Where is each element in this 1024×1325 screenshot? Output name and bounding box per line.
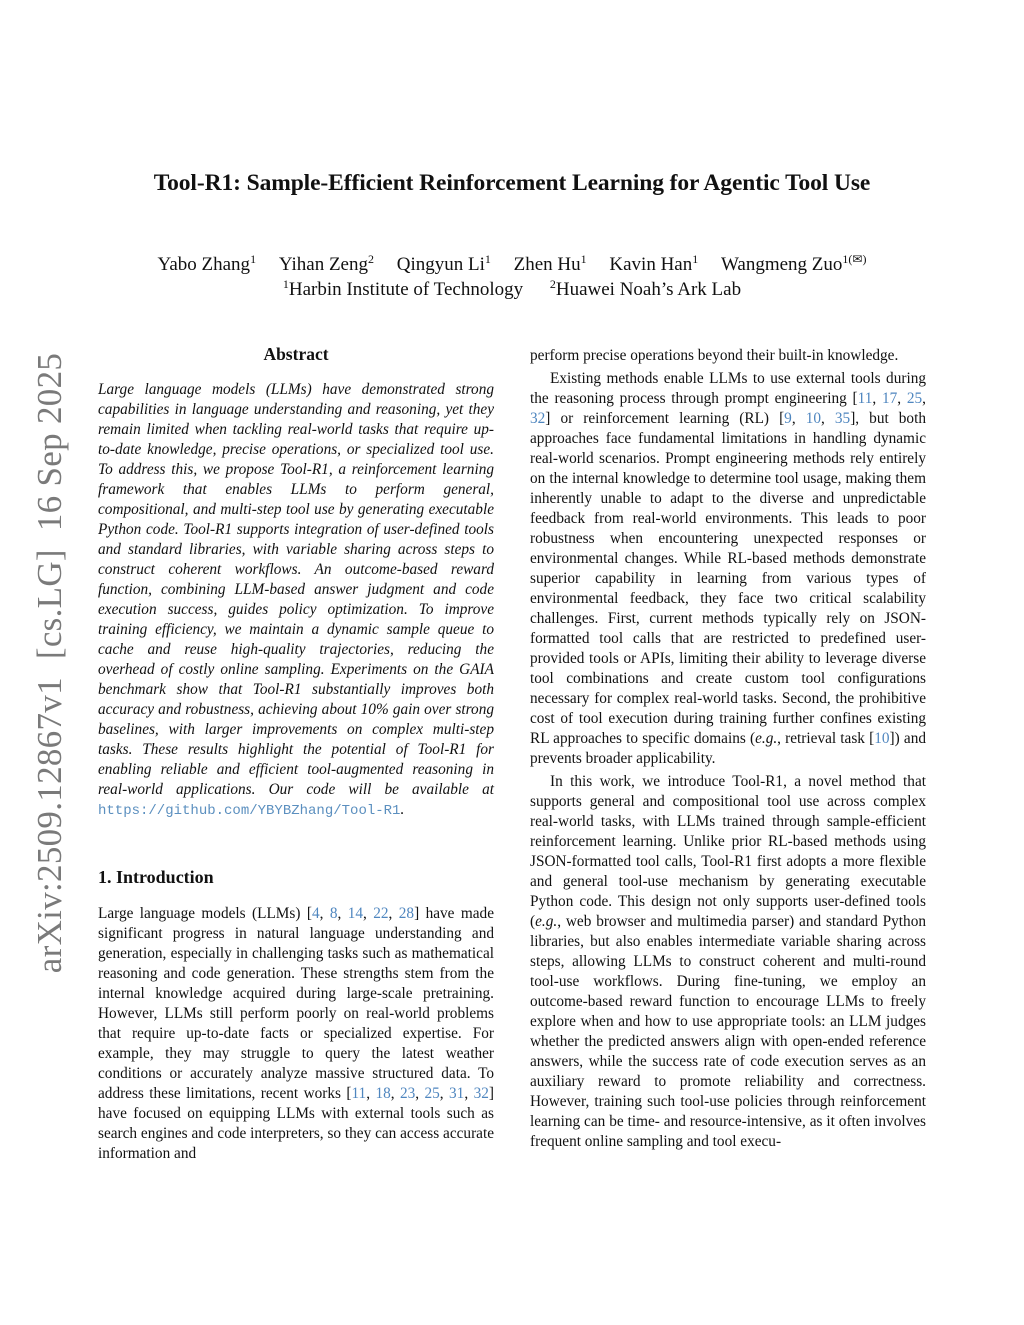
right-column (530, 346, 926, 1152)
citation-link[interactable]: 32 (530, 410, 546, 427)
citation-link[interactable]: 10 (874, 730, 890, 747)
citation-link[interactable]: 8 (329, 905, 338, 922)
left-column (98, 344, 494, 1164)
citation-link[interactable]: 17 (881, 390, 898, 407)
citation-link[interactable]: 9 (784, 410, 792, 427)
intro-paragraph: Large language models (LLMs) [4, 8, 14, 22, 28] have made significant progress in natural language understanding and generation, especially in challenging tasks such as mathematical reasoning and code generation. These strengths stem from the internal knowledge acquired during large-scale pretraining. However, LLMs still perform poorly on real-world problems that require up-to-date facts or specialized expertise. For example, they may struggle to query the latest weather conditions or accurately analyze massive structured data. To address these limitations, recent works [11, 18, 23, 25, 31, 32] have focused on equipping LLMs with external tools such as search engines and code interpreters, so they can access accurate information and (98, 905, 494, 1162)
arxiv-category: [cs.LG] (30, 549, 69, 660)
citation-link[interactable]: 28 (398, 905, 415, 922)
author-corresponding: Wangmeng Zuo$^{1(✉)}$ (721, 252, 867, 275)
citation-link[interactable]: 25 (906, 390, 923, 407)
abstract-text: Large language models (LLMs) have demonstrated strong capabilities in language understanding and reasoning, yet they remain limited when tackling real-world tasks that require up-to-date knowledge, precise operations, or specialized tool use. To address this, we propose Tool-R1, a reinforcement learning framework that enables LLMs to perform general, compositional, and multi-step tool use by generating executable Python code. Tool-R1 supports integration of user-defined tools and standard libraries, with variable sharing across steps to construct coherent workflows. An outcome-based reward function, combining LLM-based answer judgment and code execution success, guides policy optimization. To improve training efficiency, we maintain a dynamic sample queue to cache and reuse high-quality trajectories, reducing the overhead of costly online sampling. Experiments on the GAIA benchmark show that Tool-R1 substantially improves both accuracy and robustness, achieving about 10% gain over strong baselines, with larger improvements on complex multi-step tasks. These results highlight the potential of Tool-R1 for enabling reliable and efficient tool-augmented reasoning in real-world applications. Our code will be available at https://github.com/YBYBZhang/Tool-R1. (98, 381, 494, 819)
section-heading-introduction: 1. Introduction (98, 867, 214, 887)
citation-link[interactable]: 18 (375, 1085, 391, 1102)
arxiv-date: 16 Sep 2025 (30, 352, 69, 532)
paper-title: Tool-R1: Sample-Efficient Reinforcement Learning for Agentic Tool Use (153, 170, 871, 196)
abstract-heading: Abstract (263, 344, 329, 364)
citation-link[interactable]: 10 (805, 410, 822, 427)
citation-link[interactable]: 11 (857, 390, 873, 407)
arxiv-stamp (30, 353, 70, 973)
citation-link[interactable]: 4 (311, 905, 320, 922)
paragraph-continuation: perform precise operations beyond their built-in knowledge. (530, 347, 899, 364)
author: Zhen Hu$^1$ (513, 252, 587, 275)
affiliation: $^2$Huawei Noah’s Ark Lab (549, 277, 742, 300)
affiliation-list (0, 277, 1024, 302)
author: Yihan Zeng$^2$ (278, 252, 374, 275)
author: Kavin Han$^1$ (609, 252, 699, 275)
author: Qingyun Li$^1$ (396, 252, 491, 275)
arxiv-id: arXiv:2509.12867v1 (30, 677, 69, 974)
citation-link[interactable]: 32 (473, 1085, 489, 1102)
citation-link[interactable]: 25 (424, 1085, 440, 1102)
paragraph-this-work: In this work, we introduce Tool-R1, a novel method that supports general and compositional tool use across complex real-world tasks, with LLMs trained through sample-efficient reinforcement learning. Unlike prior RL-based methods using JSON-formatted tool calls, Tool-R1 first adopts a more flexible and general tool-use mechanism by generating executable Python code. This design not only supports user-defined tools (e.g., web browser and multimedia parser) and standard Python libraries, but also enables intermediate variable sharing across steps, allowing LLMs to construct coherent and multi-round tool-use workflows. During fine-tuning, we employ an outcome-based reward function to encourage LLMs to freely explore when and how to use appropriate tools: an LLM judges whether the predicted answers align with open-ended reference answers, while the success rate of code execution serves as an auxiliary reward to promote reliability and correctness. However, training such tool-use policies through reinforcement learning can be time- and resource-intensive, as it often involves frequent online sampling and tool execu- (530, 773, 926, 1150)
code-link[interactable]: https://github.com/YBYBZhang/Tool-R1 (98, 803, 401, 819)
citation-link[interactable]: 11 (351, 1085, 367, 1102)
citation-link[interactable]: 23 (399, 1085, 416, 1102)
author-list (0, 252, 1024, 277)
author-block (0, 252, 1024, 302)
citation-link[interactable]: 14 (347, 905, 364, 922)
citation-link[interactable]: 35 (834, 410, 851, 427)
author: Yabo Zhang$^1$ (157, 252, 257, 275)
affiliation: $^1$Harbin Institute of Technology (282, 277, 524, 300)
citation-link[interactable]: 31 (449, 1085, 465, 1102)
citation-link[interactable]: 22 (373, 905, 389, 922)
paragraph-existing-methods: Existing methods enable LLMs to use external tools during the reasoning process through prompt engineering [11, 17, 25, 32] or reinforcement learning (RL) [9, 10, 35], but both approaches face fundamental limitations in handling dynamic real-world scenarios. Prompt engineering methods rely entirely on the internal knowledge to determine tool usage, making them inherently unable to adapt to the diverse and unpredictable feedback from real-world environments. This leads to poor robustness when encountering unexpected responses or environmental changes. While RL-based methods demonstrate superior capability in learning from various types of environmental feedback, they face two critical scalability challenges. First, current methods typically rely on JSON-formatted tool calls that are restricted to predefined user-provided tools or APIs, limiting their ability to leverage diverse tool combinations and create custom tool configurations necessary for complex real-world tasks. Second, the prohibitive cost of tool execution during training further confines existing RL approaches to specific domains (e.g., retrieval task [10]) and prevents broader applicability. (530, 370, 926, 767)
